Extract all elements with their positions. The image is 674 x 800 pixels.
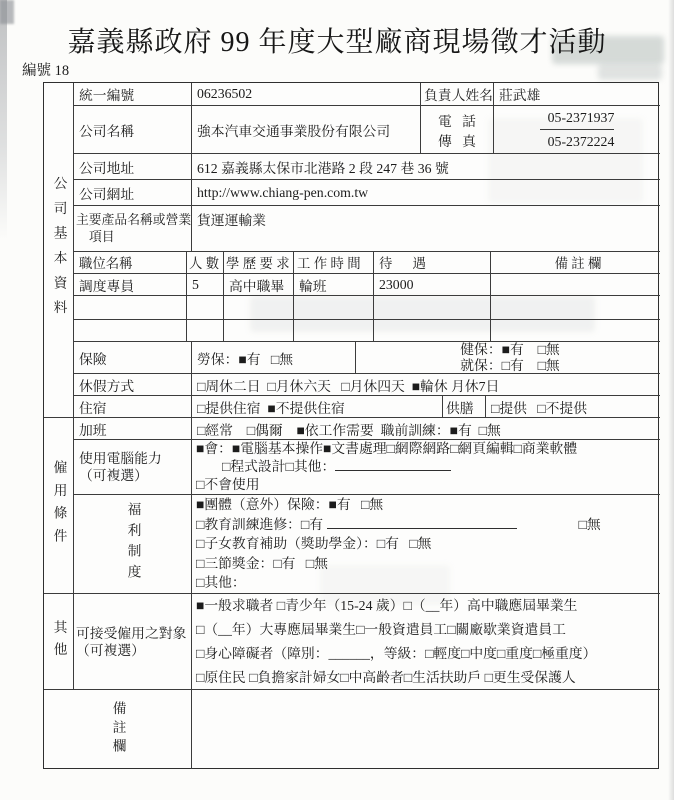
eligible-checkline: ■一般求職者 □青少年（15-24 歲）□（__年）高中職應屆畢業生: [196, 597, 578, 613]
job-salary: 23000: [373, 274, 490, 295]
children-subsidy-checkline: □子女教育補助（獎助學金）：□有 □無: [196, 536, 432, 552]
owner-name-value: 莊武雄: [493, 83, 660, 105]
job-row: [73, 295, 660, 319]
website-value: http://www.chiang-pen.com.tw: [191, 179, 660, 205]
job-note: [490, 274, 660, 295]
lodging-checkline: □提供住宿 ■不提供住宿: [197, 400, 345, 416]
job-education: [223, 320, 293, 341]
eligible-checkline: □（__年）大專應屆畢業生□一般資遣員工□關廠歇業資遣員工: [196, 621, 566, 637]
business-label: 主要產品名稱或營業 項目: [73, 205, 191, 251]
insurance-row: [191, 341, 660, 373]
fax-value: 05-2372224: [547, 133, 615, 149]
eligible-group: [191, 593, 660, 689]
job-header-count: 人 數: [186, 252, 223, 273]
meal-label: 供膳: [442, 396, 485, 417]
address-label: 公司地址: [73, 153, 191, 179]
business-value: 貨運運輸業: [191, 205, 660, 251]
page-title: 嘉義縣政府 99 年度大型廠商現場徵才活動: [67, 27, 607, 58]
overtime-label: 加班: [73, 417, 191, 439]
vacation-checkline: □周休二日 □月休六天 □月休四天 ■輪休 月休7日: [191, 373, 660, 395]
other-welfare-checkline: □其他：: [196, 575, 246, 591]
computer-skills-label: 使用電腦能力 （可複選）: [73, 439, 191, 494]
job-header-hours: 工 作 時 間: [293, 252, 373, 273]
training-checkline: □教育訓練進修：□有 □無: [196, 516, 601, 532]
lodging-row: [191, 395, 660, 417]
uniform-number-row: [191, 83, 660, 105]
blank-underline: [335, 458, 451, 471]
section-employment-conditions: 僱用條件: [44, 417, 73, 593]
phone-fax-label: [420, 106, 493, 153]
health-insurance-checkline: 健保：■有 □無: [460, 342, 560, 358]
section-company-basic-info: 公司基本資料: [51, 175, 67, 325]
lodging-label: 住宿: [73, 395, 191, 417]
festival-bonus-checkline: □三節獎金：□有 □無: [196, 555, 328, 571]
uniform-number-value: 06236502: [197, 86, 253, 101]
overtime-checkline: □經常 □偶爾 ■依工作需要 職前訓練：■有 □無: [191, 417, 660, 439]
job-salary: [373, 320, 490, 341]
job-count: [186, 320, 223, 341]
job-education: 高中職畢: [223, 274, 293, 295]
job-note: [490, 320, 660, 341]
labor-insurance-checkline: 勞保：■有 □無: [197, 351, 293, 367]
job-title: 調度專員: [79, 278, 135, 294]
job-hours: [293, 296, 373, 319]
company-name-row: [191, 105, 660, 153]
address-value: 612 嘉義縣太保市北港路 2 段 247 巷 36 號: [191, 153, 660, 179]
computer-other-checkline: □程式設計□其他：: [196, 458, 660, 476]
form-number: 編號 18: [22, 63, 70, 79]
computer-can-checkline: ■會：■電腦基本操作■文書處理□網際網路□網頁編輯□商業軟體: [196, 441, 578, 456]
job-education: [223, 296, 293, 319]
section-remarks: 備註欄: [44, 689, 191, 769]
job-header-education: 學 歷 要 求: [223, 252, 293, 273]
job-hours: 輪班: [293, 274, 373, 295]
job-header-salary: 待 遇: [373, 252, 490, 273]
job-title: [74, 320, 186, 341]
eligible-checkline: □原住民 □負擔家計婦女□中高齡者□生活扶助戶 □更生受保護人: [196, 669, 576, 685]
job-title: [74, 296, 186, 319]
company-name-label: 公司名稱: [73, 105, 191, 153]
welfare-label: 福利制度: [73, 494, 191, 593]
job-row: [73, 319, 660, 341]
uniform-number-label: 統一編號: [73, 83, 191, 105]
blank-underline: [327, 516, 517, 529]
insurance-label: 保險: [73, 341, 191, 373]
job-count: [186, 296, 223, 319]
job-count: 5: [186, 274, 223, 295]
job-hours: [293, 320, 373, 341]
job-header-note: 備 註 欄: [490, 252, 660, 273]
employment-insurance-checkline: 就保：□有 □無: [460, 357, 560, 373]
phone-label: 電 話: [438, 113, 476, 129]
fax-label: 傳 真: [438, 133, 476, 149]
website-label: 公司網址: [73, 179, 191, 205]
job-salary: [373, 296, 490, 319]
job-note: [490, 296, 660, 319]
group-insurance-checkline: ■團體（意外）保險：■有 □無: [196, 497, 384, 513]
eligible-checkline: □身心障礙者（障別：______，等級：□輕度□中度□重度□極重度）: [196, 645, 597, 661]
phone-value: 05-2371937: [540, 106, 615, 130]
section-other: 其他: [44, 593, 73, 689]
scan-bleed-artifact: [598, 64, 662, 80]
welfare-group: [191, 494, 660, 593]
recruitment-form-table: [43, 82, 659, 769]
job-row: [73, 273, 660, 295]
owner-name-label: 負責人姓名: [420, 83, 493, 105]
health-insurance-group: [355, 342, 660, 373]
job-header-title: 職位名稱: [79, 256, 133, 271]
scan-edge-artifact: [668, 0, 674, 800]
meal-checkline: □提供 □不提供: [485, 396, 660, 417]
vacation-label: 休假方式: [73, 373, 191, 395]
job-table-header: [73, 251, 660, 273]
computer-cannot-checkline: □不會使用: [196, 477, 260, 492]
remarks-content: [191, 689, 660, 769]
phone-fax-values: [493, 106, 660, 153]
company-name-value: 強本汽車交通事業股份有限公司: [197, 123, 391, 139]
eligible-label: 可接受僱用之對象 （可複選）: [73, 593, 191, 689]
computer-skills-group: [191, 439, 660, 494]
